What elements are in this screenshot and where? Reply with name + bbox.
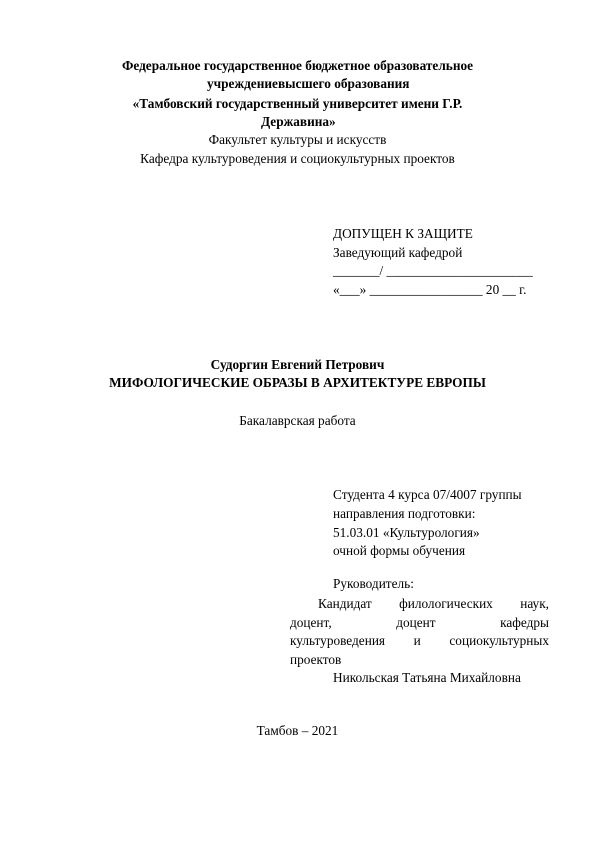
department-name: Кафедра культуроведения и социокультурных проектов: [140, 151, 455, 166]
approval-date-line: «___» _________________ 20 __ г.: [333, 282, 527, 297]
header-line-3: «Тамбовский государственный университет имени Г.Р.: [132, 96, 463, 111]
student-line-4: очной формы обучения: [333, 543, 466, 558]
supervisor-label: Руководитель:: [333, 576, 414, 591]
supervisor-row-3-word-3: социокультурных: [449, 633, 549, 648]
student-line-2: направления подготовки:: [333, 506, 476, 521]
student-line-3: 51.03.01 «Культурология»: [333, 525, 480, 540]
student-line-1: Студента 4 курса 07/4007 группы: [333, 487, 522, 502]
supervisor-row-1-word-1: Кандидат: [318, 596, 372, 611]
header-line-1: Федеральное государственное бюджетное образовательное: [121, 58, 474, 73]
supervisor-row-4: проектов: [290, 652, 342, 667]
work-type: Бакалаврская работа: [239, 413, 356, 428]
header-line-4: Державина»: [261, 114, 336, 129]
header-line-2: учреждениевысшего образования: [207, 76, 410, 91]
approval-signature-line: _______/ ______________________: [333, 263, 533, 278]
approval-role: Заведующий кафедрой: [333, 245, 463, 260]
supervisor-name: Никольская Татьяна Михайловна: [333, 670, 521, 685]
supervisor-row-2-word-2: доцент: [396, 615, 436, 630]
author-name: Судоргин Евгений Петрович: [210, 357, 385, 372]
supervisor-row-1: [318, 595, 549, 612]
supervisor-row-3-word-2: и: [413, 633, 421, 648]
city-year: Тамбов – 2021: [256, 723, 339, 738]
supervisor-row-3-word-1: культуроведения: [290, 633, 386, 648]
faculty-name: Факультет культуры и искусств: [208, 132, 387, 147]
work-title: МИФОЛОГИЧЕСКИЕ ОБРАЗЫ В АРХИТЕКТУРЕ ЕВРОПЫ: [109, 375, 486, 390]
supervisor-row-1-word-2: филологических: [399, 596, 493, 611]
supervisor-row-1-word-3: наук,: [520, 596, 549, 611]
supervisor-row-3: [290, 632, 549, 649]
supervisor-row-2: [290, 614, 549, 631]
supervisor-row-2-word-1: доцент,: [290, 615, 332, 630]
supervisor-row-2-word-3: кафедры: [500, 615, 549, 630]
approval-title: ДОПУЩЕН К ЗАЩИТЕ: [333, 226, 473, 241]
